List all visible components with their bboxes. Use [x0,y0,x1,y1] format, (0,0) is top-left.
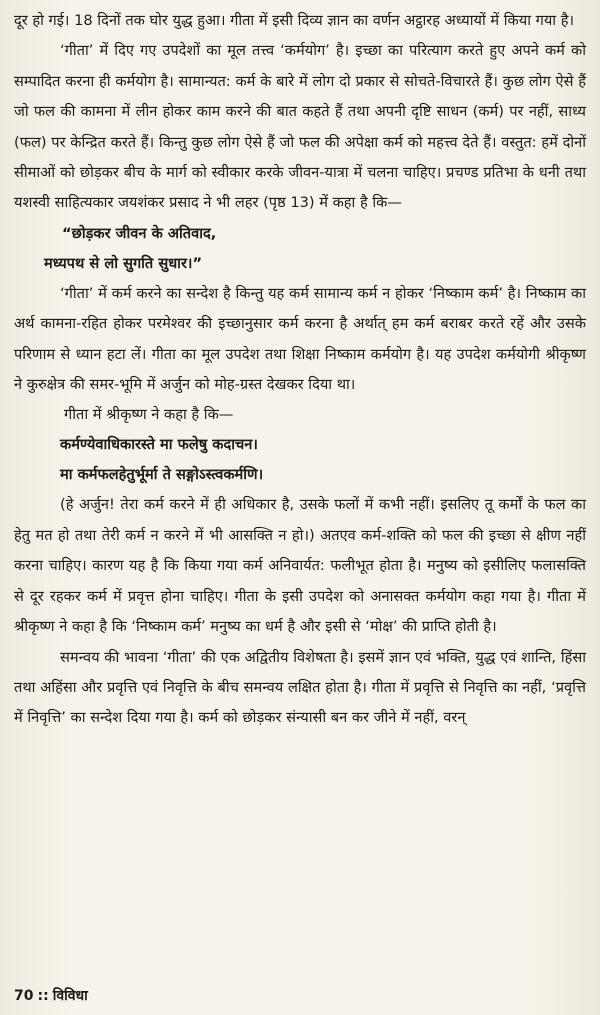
footer-separator: :: [37,988,49,1004]
paragraph-karmayoga: ‘गीता’ में दिए गए उपदेशों का मूल तत्त्व ‘कर्मयोग’ है। इच्छा का परित्याग करते हुए अपने कर्म को सम्पादित करना ही कर्मयोग है। सामान्यत: कर्म के बारे में लोग दो प्रकार से सोचते-विचारते हैं। कुछ लोग ऐसे हैं जो फल की कामना में लीन होकर काम करने की बात कहते हैं तथा अपनी दृष्टि साधन (कर्म) पर नहीं, साध्य (फल) पर केन्द्रित करते हैं। किन्तु कुछ लोग ऐसे हैं जो फल की अपेक्षा कर्म को महत्त्व देते हैं। वस्तुत: हमें दोनों सीमाओं को छोड़कर बीच के मार्ग को स्वीकार करके जीवन-यात्रा में चलना चाहिए। प्रचण्ड प्रतिभा के धनी तथा यशस्वी साहित्यकार जयशंकर प्रसाद ने भी लहर (पृष्ठ 13) में कहा है कि— [14,42,586,212]
shloka-line-1: कर्मण्येवाधिकारस्ते मा फलेषु कदाचन। [60,436,258,454]
paragraph-samanvaya: समन्वय की भावना ‘गीता’ की एक अद्वितीय विशेषता है। इसमें ज्ञान एवं भक्ति, युद्ध एवं शान्ति, हिंसा तथा अहिंसा और प्रवृत्ति एवं निवृत्ति के बीच समन्वय लक्षित होता है। गीता में प्रवृत्ति से निवृत्ति का नहीं, ‘प्रवृत्ति में निवृत्ति’ का सन्देश दिया गया है। कर्म को छोड़कर संन्यासी बन कर जीने में नहीं, वरन् [14,648,586,727]
paragraph-1: दूर हो गई। 18 दिनों तक घोर युद्ध हुआ। गीता में इसी दिव्य ज्ञान का वर्णन अट्ठारह अध्यायों में किया गया है। [14,12,574,29]
shloka-line-2: मा कर्मफलहेतुर्भूर्मा ते सङ्गोऽस्त्वकर्मणि। [60,466,264,484]
paragraph-nishkam-karma: ‘गीता’ में कर्म करने का सन्देश है किन्तु यह कर्म सामान्य कर्म न होकर ‘निष्काम कर्म’ है। निष्काम का अर्थ कामना-रहित होकर परमेश्वर की इच्छानुसार कर्म करना है अर्थात् हम कर्म बराबर करते रहें और उसके परिणाम से ध्यान हटा लें। गीता का मूल उपदेश तथा शिक्षा निष्काम कर्मयोग है। यह उपदेश कर्मयोगी श्रीकृष्ण ने कुरुक्षेत्र की समर-भूमि में अर्जुन को मोह-ग्रस्त देखकर दिया था। [14,284,586,394]
page-number: 70 [14,988,34,1004]
paragraph-shloka-meaning: (हे अर्जुन! तेरा कर्म करने में ही अधिकार है, उसके फलों में कभी नहीं। इसलिए तू कर्मों के फल का हेतु मत हो तथा तेरी कर्म न करने में भी आसक्ति न हो।) अतएव कर्म-शक्ति को फल की इच्छा से क्षीण नहीं करना चाहिए। कारण यह है कि किया गया कर्म अनिवार्यत: फलीभूत होता है। मनुष्य को इसीलिए फलासक्ति से दूर रहकर कर्म में प्रवृत्त होना चाहिए। गीता के इसी उपदेश को अनासक्त कर्मयोग कहा गया है। गीता में श्रीकृष्ण ने कहा है कि ‘निष्काम कर्म’ मनुष्य का धर्म है और इसी से ‘मोक्ष’ की प्राप्ति होती है। [14,496,586,636]
book-title: विविधा [52,988,88,1004]
page-footer [14,984,88,1008]
shloka-intro: गीता में श्रीकृष्ण ने कहा है कि— [64,406,234,424]
poem-quote-line-1: “छोड़कर जीवन के अतिवाद, [62,224,217,242]
poem-quote-line-2: मध्यपथ से लो सुगति सुधार।” [44,254,203,272]
